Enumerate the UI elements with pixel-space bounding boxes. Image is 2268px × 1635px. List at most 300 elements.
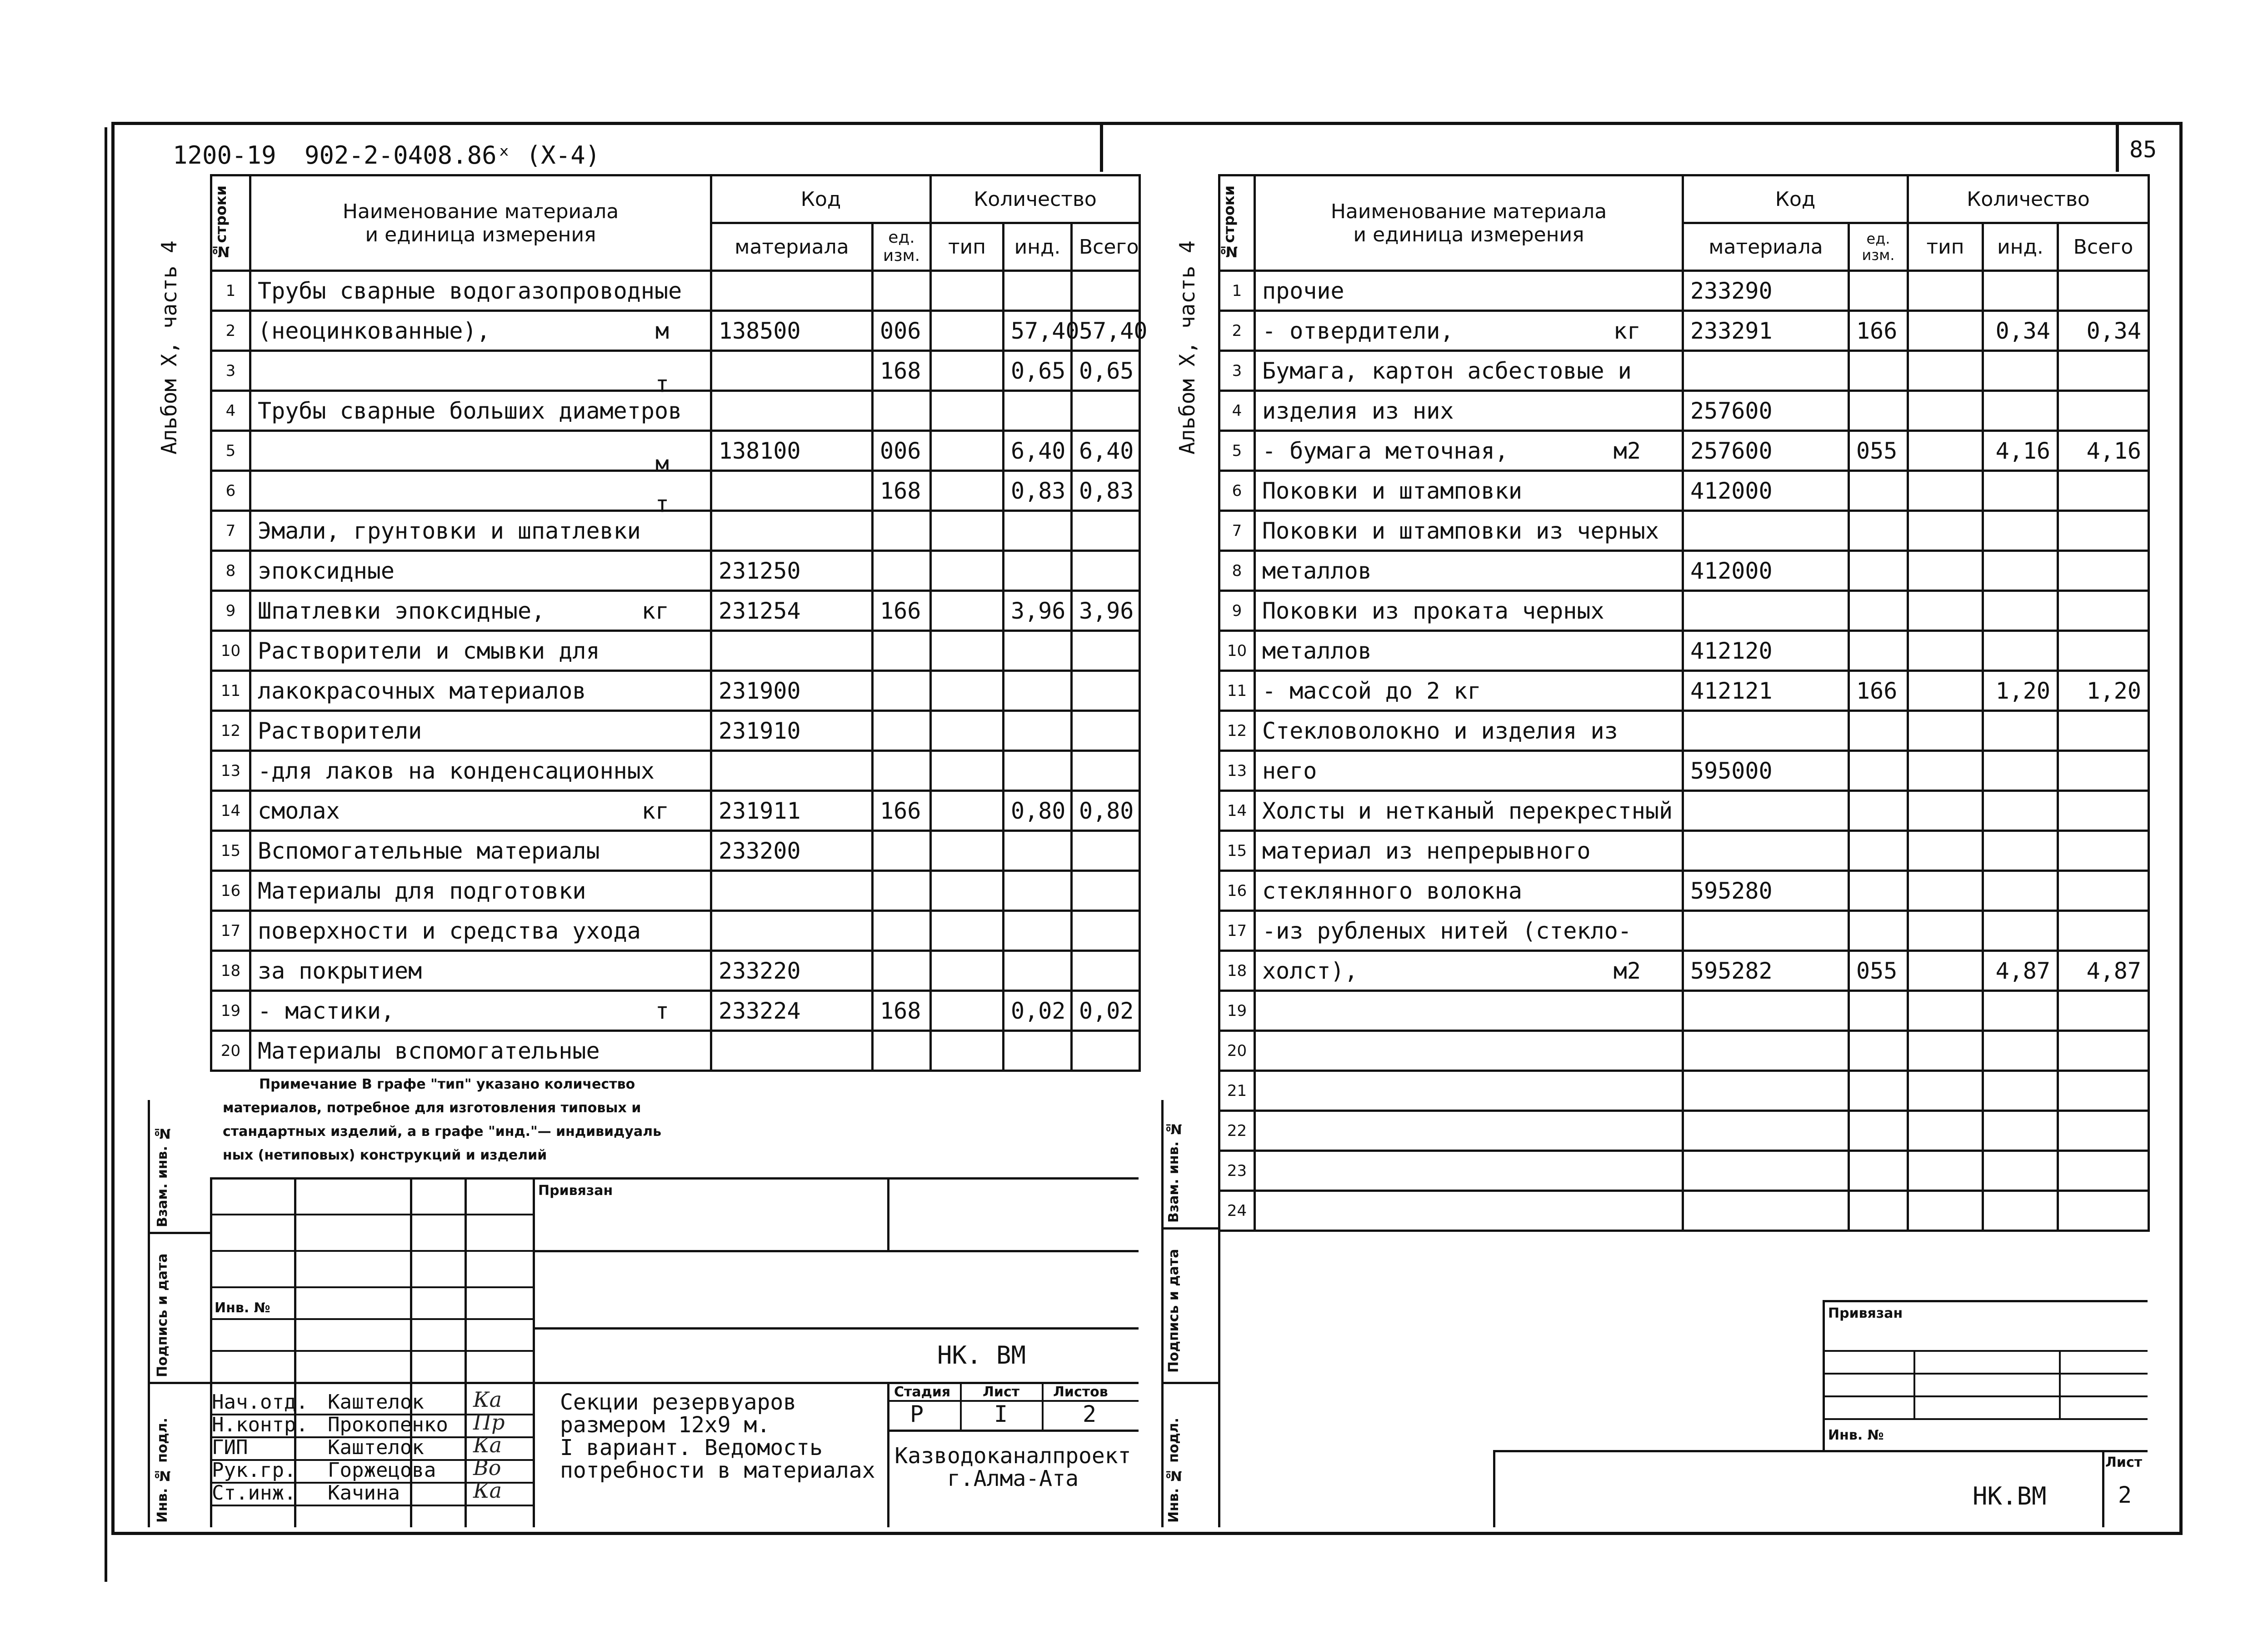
unit-code [873,831,931,871]
qty-type [1908,911,1983,951]
unit-code: 168 [873,471,931,511]
material-code [1683,911,1849,951]
qty-total [2058,271,2149,311]
material-name [250,471,711,517]
table-row [1219,391,2149,431]
table-row [1219,351,2149,391]
material-name [1255,1191,1683,1231]
material-unit: т [655,997,669,1024]
unit-code [873,391,931,431]
material-name [250,511,711,551]
material-unit: м2 [1613,437,1641,464]
unit-code [873,551,931,591]
qty-type [1908,671,1983,711]
table-row [1219,1111,2149,1151]
table-row [211,951,1140,991]
table-row [1219,1151,2149,1191]
qty-ind [1983,391,2058,431]
material-name-text: изделия из них [1262,397,1454,424]
qty-total [2058,1151,2149,1191]
table-row [211,751,1140,791]
doc-mark: НК. ВМ [937,1341,1026,1370]
material-code [711,751,873,791]
material-code: 231900 [711,671,873,711]
qty-total [1072,671,1140,711]
qty-type [931,431,1004,471]
unit-code: 166 [1849,671,1908,711]
qty-total: 57,40 [1072,311,1140,351]
sheets-value: 2 [1083,1401,1097,1427]
qty-ind [1004,751,1072,791]
left-strip-border [148,1100,150,1527]
org-name: Казводоканалпроект [894,1443,1131,1469]
material-name [1255,591,1683,631]
material-name [1255,911,1683,951]
table-row [1219,671,2149,711]
sheet-value: I [994,1401,1008,1427]
qty-ind [1004,671,1072,711]
row-number: 9 [1219,591,1255,631]
stamp-role: Ст.инж. [212,1481,296,1505]
signature: Ка [473,1433,502,1457]
row-number: 14 [211,791,250,831]
material-name-text: - мастики, [258,997,395,1024]
name-header: Наименование материала и единица измерения [250,175,711,271]
qty-ind [1983,551,2058,591]
qty-type [1908,1031,1983,1071]
doc-mark-right: НК.ВМ [1973,1482,2047,1510]
material-name [250,591,711,631]
unit-code [873,951,931,991]
material-code: 257600 [1683,431,1849,471]
qty-total: 4,16 [2058,431,2149,471]
row-number: 6 [211,471,250,511]
qty-type [1908,511,1983,551]
stage-label: Стадия [894,1384,951,1400]
table-row [1219,311,2149,351]
unit-code [1849,511,1908,551]
material-name [1255,471,1683,511]
material-name-text: металлов [1262,637,1372,664]
qty-type [931,471,1004,511]
row-number: 2 [211,311,250,351]
table-row [1219,471,2149,511]
material-code [711,1031,873,1071]
qty-total [2058,631,2149,671]
row-number: 7 [211,511,250,551]
right-title-top [1493,1450,2148,1452]
row-number: 1 [211,271,250,311]
qty-type [931,351,1004,391]
qty-type [931,591,1004,631]
material-name [250,871,711,911]
qty-ind: 4,87 [1983,951,2058,991]
row-number: 11 [1219,671,1255,711]
material-name [1255,791,1683,831]
unit-code: 168 [873,351,931,391]
material-name [250,831,711,871]
material-code [711,631,873,671]
qty-type [1908,351,1983,391]
qty-type [931,831,1004,871]
qty-total [2058,471,2149,511]
material-name-text: прочие [1262,277,1344,304]
qty-type [931,511,1004,551]
table-row [211,391,1140,431]
name-header-right: Наименование материала и единица измерения [1255,175,1683,271]
material-name [250,431,711,477]
material-code: 412000 [1683,551,1849,591]
material-code: 233224 [711,991,873,1031]
material-code [711,511,873,551]
material-name [1255,951,1683,991]
row-number: 23 [1219,1151,1255,1191]
qty-ind: 0,80 [1004,791,1072,831]
binding-edge [105,127,107,1582]
sheet-value-right: 2 [2118,1482,2132,1508]
qty-ind: 57,40 [1004,311,1072,351]
inv-no-label: Инв. № [215,1300,270,1316]
qty-type [931,751,1004,791]
material-name [250,671,711,711]
material-name [250,1031,711,1071]
unit-code [1849,1111,1908,1151]
stamp-person: Прокопенко [328,1413,448,1436]
material-unit: т [655,490,669,517]
album-label-left: Альбом X, часть 4 [157,240,181,455]
qty-ind: 0,34 [1983,311,2058,351]
code-material-header-right: материала [1683,223,1849,271]
material-code [1683,991,1849,1031]
row-number: 10 [1219,631,1255,671]
code-material-header: материала [711,223,873,271]
qty-ind: 6,40 [1004,431,1072,471]
qty-total [1072,831,1140,871]
row-number: 19 [1219,991,1255,1031]
inv-podl-label-right: Инв. № подл. [1166,1417,1182,1523]
unit-code [873,751,931,791]
qty-ind: 0,65 [1004,351,1072,391]
right-strip-border [1161,1100,1164,1527]
right-bottom-line [1218,1227,1220,1527]
left-strip-sep2 [148,1382,211,1384]
material-code [1683,791,1849,831]
stamp-person: Каштелок [328,1390,424,1414]
material-name-text: Шпатлевки эпоксидные, [258,597,545,624]
left-strip-sep1 [148,1232,211,1234]
qty-total [1072,391,1140,431]
unit-code: 006 [873,311,931,351]
qty-ind: 3,96 [1004,591,1072,631]
material-code [711,271,873,311]
material-name-text: Поковки и штамповки [1262,477,1522,504]
table-row [211,351,1140,391]
table-row [1219,591,2149,631]
stamp-person: Каштелок [328,1436,424,1459]
qty-type [931,1031,1004,1071]
title-line: I вариант. Ведомость [560,1435,823,1460]
table-row [1219,911,2149,951]
qty-ind [1983,791,2058,831]
material-code [1683,1111,1849,1151]
table-row [211,551,1140,591]
qty-ind: 0,02 [1004,991,1072,1031]
unit-code [1849,911,1908,951]
material-code [711,391,873,431]
qty-total [1072,551,1140,591]
sheets-label: Листов [1053,1384,1108,1400]
qty-total [2058,551,2149,591]
material-name-text: Стекловолокно и изделия из [1262,717,1618,744]
unit-code [1849,591,1908,631]
material-name [1255,871,1683,911]
material-name [1255,1071,1683,1111]
materials-table-right [1218,174,2150,1232]
qty-total: 1,20 [2058,671,2149,711]
material-code [1683,1151,1849,1191]
table-row [1219,871,2149,911]
unit-code: 055 [1849,951,1908,991]
material-code: 233290 [1683,271,1849,311]
material-name-text: Поковки и штамповки из черных [1262,517,1659,544]
material-code: 595000 [1683,751,1849,791]
qty-type [1908,311,1983,351]
row-number: 11 [211,671,250,711]
stamp-role: ГИП [212,1436,248,1459]
qty-ind [1983,1191,2058,1231]
qty-total [1072,1031,1140,1071]
unit-code [873,671,931,711]
stamp-person: Горжецова [328,1459,436,1482]
qty-total [1072,951,1140,991]
qty-ind [1983,591,2058,631]
signature: Ка [473,1478,502,1503]
material-name [1255,711,1683,751]
note-block [223,1073,1132,1167]
material-name [1255,271,1683,311]
qty-total [2058,831,2149,871]
material-name-text: Материалы для подготовки [258,877,586,904]
qty-type [1908,871,1983,911]
code-unit-header: ед. изм. [873,223,931,271]
qty-ind [1983,871,2058,911]
qty-type [1908,791,1983,831]
material-unit: м [655,317,669,344]
qty-type [931,391,1004,431]
row-number: 4 [1219,391,1255,431]
material-code: 595280 [1683,871,1849,911]
qty-ind [1004,831,1072,871]
row-number: 21 [1219,1071,1255,1111]
material-code: 231910 [711,711,873,751]
qty-type [931,791,1004,831]
row-no-header-right: №строки [1219,175,1255,271]
row-number: 1 [1219,271,1255,311]
unit-code: 166 [1849,311,1908,351]
qty-type [931,311,1004,351]
unit-code [873,631,931,671]
qty-ind [1004,951,1072,991]
title-line: Секции резервуаров [560,1390,797,1415]
material-code [1683,711,1849,751]
unit-code [1849,751,1908,791]
qty-total [2058,751,2149,791]
material-name [1255,311,1683,351]
qty-type [1908,991,1983,1031]
unit-code: 168 [873,991,931,1031]
material-code [711,471,873,511]
table-row [1219,511,2149,551]
doc-left-code: 1200-19 [173,141,276,170]
note-line-4: ных (нетиповых) конструкций и изделий [223,1147,547,1163]
qty-type [1908,831,1983,871]
material-name-text: него [1262,757,1317,784]
material-code: 138500 [711,311,873,351]
material-name-text: -для лаков на конденсационных [258,757,654,784]
qty-total [2058,1031,2149,1071]
material-name [250,751,711,791]
material-code: 231250 [711,551,873,591]
vzam-label-left: Взам. инв. № [155,1125,170,1227]
qty-total: 0,80 [1072,791,1140,831]
qty-total [2058,391,2149,431]
material-name-text: Растворители [258,717,422,744]
material-name [250,791,711,831]
material-code [1683,511,1849,551]
row-no-header: №строки [211,175,250,271]
inv-podl-label-left: Инв. № подл. [155,1417,170,1523]
qty-total [1072,911,1140,951]
table-row [1219,271,2149,311]
qty-total [2058,791,2149,831]
table-row [211,471,1140,511]
qty-type [1908,471,1983,511]
row-number: 20 [1219,1031,1255,1071]
table-row [211,1031,1140,1071]
qty-ind [1983,631,2058,671]
unit-code [1849,471,1908,511]
qty-total [1072,711,1140,751]
qty-type [1908,391,1983,431]
material-name [1255,511,1683,551]
stage-value: Р [910,1401,924,1427]
row-number: 3 [1219,351,1255,391]
title-line: потребности в материалах [560,1458,875,1483]
qty-ind [1983,711,2058,751]
material-name [250,631,711,671]
unit-code: 006 [873,431,931,471]
material-code [711,351,873,391]
table-row [211,511,1140,551]
material-name-text: - массой до 2 кг [1262,677,1481,704]
signature: Ка [473,1387,502,1412]
qty-total [1072,871,1140,911]
table-row [211,991,1140,1031]
row-number: 10 [211,631,250,671]
material-code: 412120 [1683,631,1849,671]
material-name [1255,431,1683,471]
table-row [1219,431,2149,471]
material-name [250,991,711,1031]
material-name-text: -из рубленых нитей (стекло- [1262,917,1632,944]
qty-ind [1004,871,1072,911]
qty-ind [1004,911,1072,951]
qty-type [1908,1191,1983,1231]
material-name-text: металлов [1262,557,1372,584]
material-unit: кг [641,797,669,824]
unit-code [873,1031,931,1071]
stamp-role: Нач.отд. [212,1390,308,1414]
podpis-label-right: Подпись и дата [1166,1249,1182,1373]
table-row [211,431,1140,471]
stamp-person: Качина [328,1481,400,1505]
material-code: 231254 [711,591,873,631]
material-name-text: холст), [1262,957,1358,984]
unit-code: 166 [873,791,931,831]
qty-type [931,871,1004,911]
qty-ind [1983,1151,2058,1191]
right-sheet-cell [2102,1450,2104,1527]
table-row [211,831,1140,871]
note-line-3: стандартных изделий, а в графе "инд."— индивидуаль [223,1124,662,1140]
material-code: 595282 [1683,951,1849,991]
material-code: 412000 [1683,471,1849,511]
row-number: 14 [1219,791,1255,831]
row-number: 12 [211,711,250,751]
note-line-2: материалов, потребное для изготовления типовых и [223,1100,641,1116]
table-row [1219,1031,2149,1071]
qty-ind: 4,16 [1983,431,2058,471]
row-number: 3 [211,351,250,391]
table-row [1219,551,2149,591]
row-number: 13 [1219,751,1255,791]
qty-total [2058,991,2149,1031]
material-name [250,271,711,311]
unit-code [1849,831,1908,871]
material-code [711,911,873,951]
material-code: 233220 [711,951,873,991]
material-name [250,911,711,951]
row-number: 15 [211,831,250,871]
org-city: г.Алма-Ата [947,1466,1079,1491]
page-number: 85 [2129,136,2157,163]
qty-ind [1004,551,1072,591]
row-number: 20 [211,1031,250,1071]
qty-type-header-right: тип [1908,223,1983,271]
qty-type [931,631,1004,671]
row-number: 24 [1219,1191,1255,1231]
sheet-label-right: Лист [2105,1455,2143,1470]
row-number: 15 [1219,831,1255,871]
table-row [1219,991,2149,1031]
table-row [211,871,1140,911]
material-code [1683,1071,1849,1111]
qty-header: Количество [931,175,1140,223]
stamp-role: Н.контр. [212,1413,308,1436]
note-line-1: Примечание В графе "тип" указано количество [259,1076,635,1092]
row-number: 22 [1219,1111,1255,1151]
qty-ind [1004,391,1072,431]
material-name-text: материал из непрерывного [1262,837,1591,864]
qty-type [1908,951,1983,991]
qty-total: 0,83 [1072,471,1140,511]
unit-code [1849,791,1908,831]
material-unit: кг [641,597,669,624]
material-name-text: эпоксидные [258,557,395,584]
podpis-label-left: Подпись и дата [155,1253,170,1377]
material-name-text: смолах [258,797,340,824]
unit-code [873,711,931,751]
